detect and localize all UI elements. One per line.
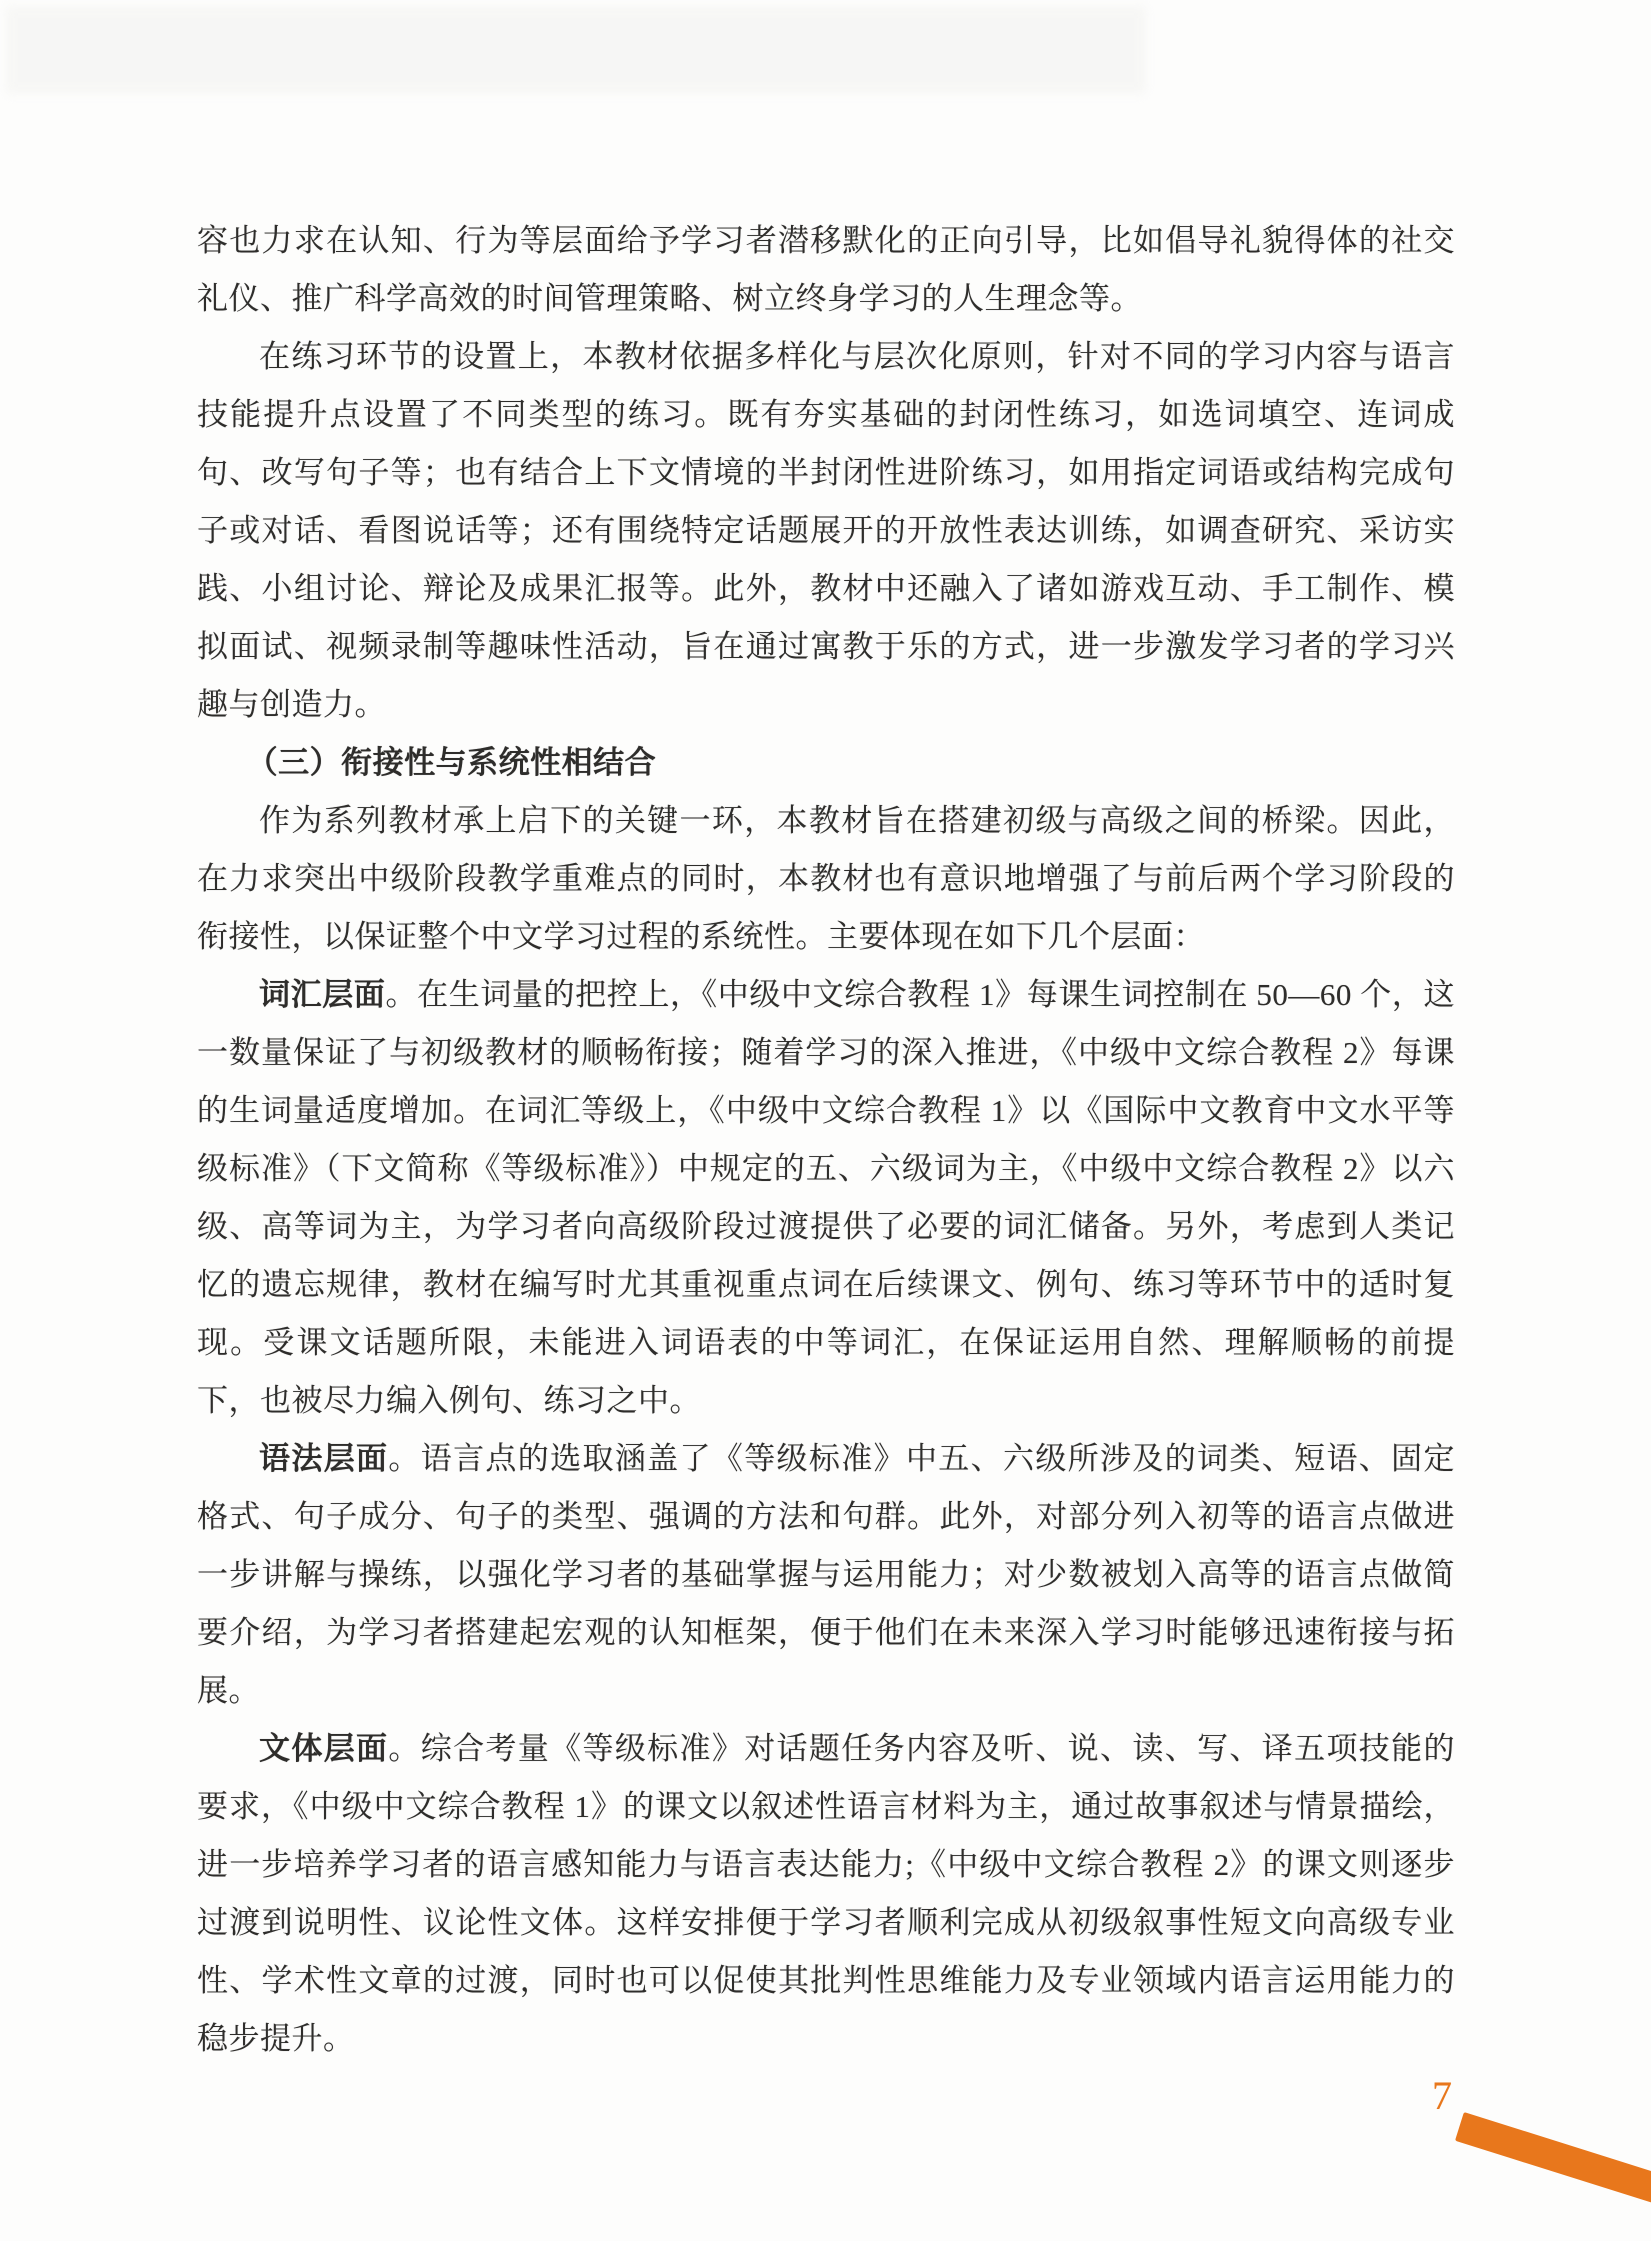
paragraph-text: 容也力求在认知、行为等层面给予学习者潜移默化的正向引导，比如倡导礼貌得体的社交礼仪、推广科学高效的时间管理策略、树立终身学习的人生理念等。 bbox=[197, 223, 1455, 316]
heading-text: （三）衔接性与系统性相结合 bbox=[246, 745, 657, 780]
paragraph bbox=[197, 328, 1455, 734]
paragraph bbox=[197, 1720, 1455, 2068]
paragraph-text: 在练习环节的设置上，本教材依据多样化与层次化原则，针对不同的学习内容与语言技能提升点设置了不同类型的练习。既有夯实基础的封闭性练习，如选词填空、连词成句、改写句子等；也有结合上下文情境的半封闭性进阶练习，如用指定词语或结构完成句子或对话、看图说话等；还有围绕特定话题展开的开放性表达训练，如调查研究、采访实践、小组讨论、辩论及成果汇报等。此外，教材中还融入了诸如游戏互动、手工制作、模拟面试、视频录制等趣味性活动，旨在通过寓教于乐的方式，进一步激发学习者的学习兴趣与创造力。 bbox=[197, 339, 1455, 722]
paragraph-lead: 语法层面 bbox=[259, 1441, 389, 1476]
text-block bbox=[197, 212, 1455, 2068]
paragraph bbox=[197, 792, 1455, 966]
paragraph bbox=[197, 212, 1455, 328]
section-heading bbox=[197, 734, 1455, 792]
paragraph-text: 。综合考量《等级标准》对话题任务内容及听、说、读、写、译五项技能的要求，《中级中文综合教程 1》的课文以叙述性语言材料为主，通过故事叙述与情景描绘，进一步培养学习者的语言感知能力与语言表达能力;《中级中文综合教程 2》的课文则逐步过渡到说明性、议论性文体。这样安排便于学习者顺利完成从初级叙事性短文向高级专业性、学术性文章的过渡，同时也可以促使其批判性思维能力及专业领域内语言运用能力的稳步提升。 bbox=[197, 1731, 1455, 2056]
paragraph-text: 作为系列教材承上启下的关键一环，本教材旨在搭建初级与高级之间的桥梁。因此，在力求突出中级阶段教学重难点的同时，本教材也有意识地增强了与前后两个学习阶段的衔接性，以保证整个中文学习过程的系统性。主要体现在如下几个层面： bbox=[197, 803, 1455, 954]
paragraph-text: 。在生词量的把控上，《中级中文综合教程 1》每课生词控制在 50—60 个，这一数量保证了与初级教材的顺畅衔接；随着学习的深入推进，《中级中文综合教程 2》每课的生词量适度增加。在词汇等级上，《中级中文综合教程 1》以《国际中文教育中文水平等级标准》（下文简称《等级标准》）中规定的五、六级词为主，《中级中文综合教程 2》以六级、高等词为主，为学习者向高级阶段过渡提供了必要的词汇储备。另外，考虑到人类记忆的遗忘规律，教材在编写时尤其重视重点词在后续课文、例句、练习等环节中的适时复现。受课文话题所限，未能进入词语表的中等词汇，在保证运用自然、理解顺畅的前提下，也被尽力编入例句、练习之中。 bbox=[197, 977, 1456, 1418]
page-number: 7 bbox=[1432, 2073, 1452, 2118]
paragraph-lead: 文体层面 bbox=[259, 1731, 389, 1766]
paragraph-lead: 词汇层面 bbox=[259, 977, 386, 1012]
scan-shading-artifact bbox=[6, 6, 1146, 94]
paragraph bbox=[197, 1430, 1455, 1720]
paragraph-text: 。语言点的选取涵盖了《等级标准》中五、六级所涉及的词类、短语、固定格式、句子成分、句子的类型、强调的方法和句群。此外，对部分列入初等的语言点做进一步讲解与操练，以强化学习者的基础掌握与运用能力；对少数被划入高等的语言点做简要介绍，为学习者搭建起宏观的认知框架，便于他们在未来深入学习时能够迅速衔接与拓展。 bbox=[197, 1441, 1455, 1708]
paragraph bbox=[197, 966, 1455, 1430]
corner-decorative-stripe bbox=[1455, 2112, 1651, 2205]
